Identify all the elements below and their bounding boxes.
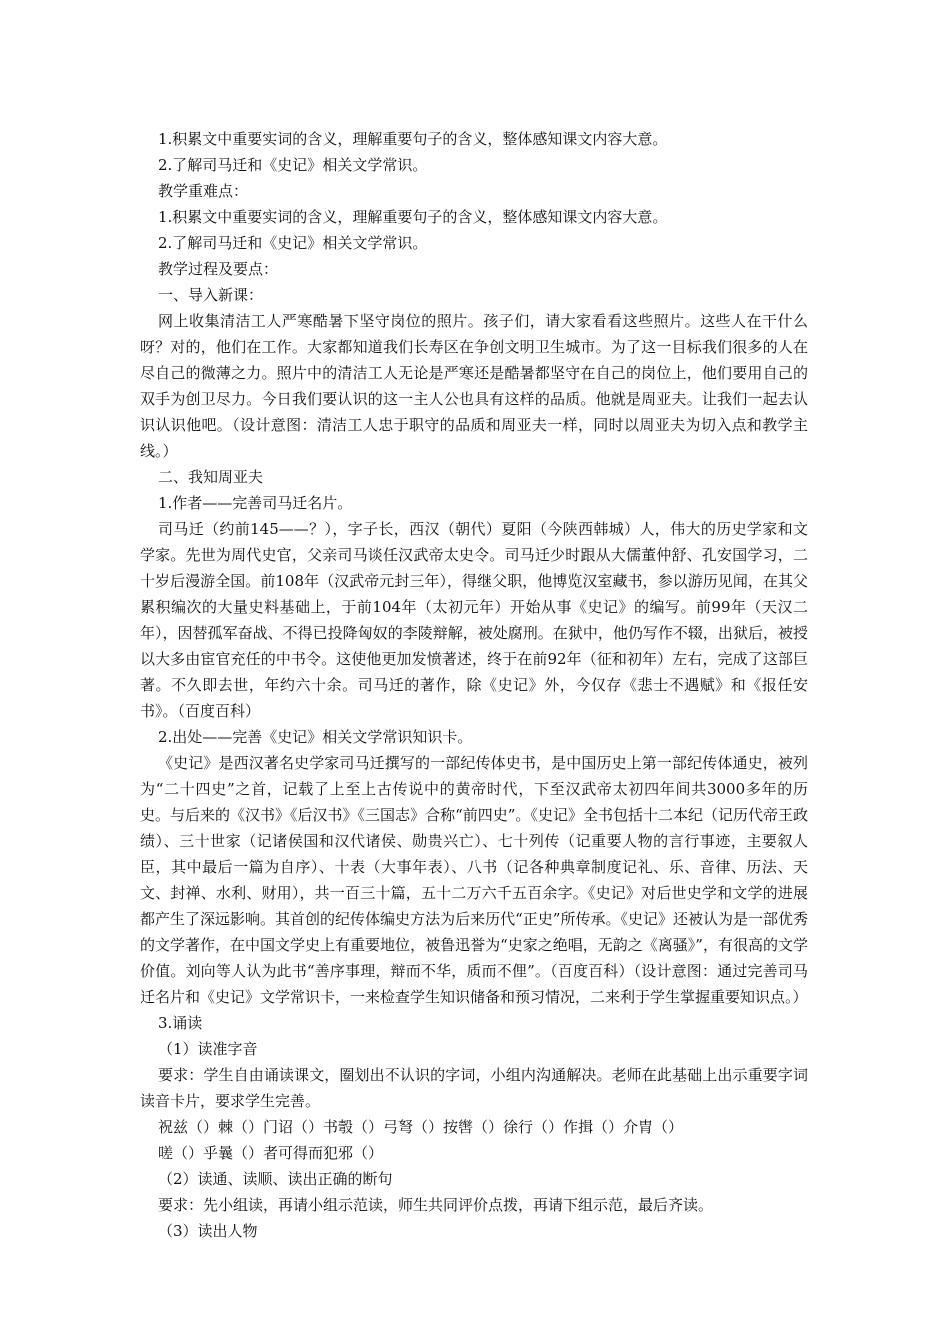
section-1-heading: 一、导入新课：: [158, 286, 264, 304]
shiji-paragraph: 《史记》是西汉著名史学家司马迁撰写的一部纪传体史书，是中国历史上第一部纪传体通史，被列为“二十四史”之首，记载了上至上古传说中的黄帝时代，下至汉武帝太初四年间共3000多年的历史。与后来的《汉书》《后汉书》《三国志》合称“前四史”。《史记》全书包括十二本纪（记历代帝王政绩）、三十世家（记诸侯国和汉代诸侯、勋贵兴亡）、七十列传（记重要人物的言行事迹，主要叙人臣，其中最后一篇为自序）、十表（大事年表）、八书（记各种典章制度记礼、乐、音律、历法、天文、封禅、水利、财用），共一百三十篇，五十二万六千五百余字。《史记》对后世史学和文学的进展都产生了深远影响。其首创的纪传体编史方法为后来历代“正史”所传承。《史记》还被认为是一部优秀的文学著作，在中国文学史上有重要地位，被鲁迅誉为“史家之绝唱，无韵之《离骚》”，有很高的文学价值。刘向等人认为此书“善序事理，辩而不华，质而不俚”。（百度百科）（设计意图：通过完善司马迁名片和《史记》文学常识卡，一来检查学生知识储备和预习情况，二来利于学生掌握重要知识点。）: [140, 754, 808, 1006]
key-point-2: 2.了解司马迁和《史记》相关文学常识。: [158, 234, 428, 252]
author-paragraph: 司马迁（约前145——？），字子长，西汉（朝代）夏阳（今陕西韩城）人，伟大的历史学家和文学家。先世为周代史官，父亲司马谈任汉武帝太史令。司马迁少时跟从大儒董仲舒、孔安国学习，二十岁后漫游全国。前108年（汉武帝元封三年），得继父职，他博览汉室藏书，参以游历见闻，在其父累积编次的大量史料基础上，于前104年（太初元年）开始从事《史记》的编写。前99年（天汉二年），因替孤军奋战、不得已投降匈奴的李陵辩解，被处腐刑。在狱中，他仍写作不辍，出狱后，被授以大多由宦官充任的中书令。这使他更加发愤著述，终于在前92年（征和初年）左右，完成了这部巨著。不久即去世，年约六十余。司马迁的著作，除《史记》外，今仅存《悲士不遇赋》和《报任安书》。（百度百科）: [140, 520, 808, 720]
pronunciation-list-1: 祝兹（）棘（）门诏（）书彀（）弓弩（）按辔（）徐行（）作揖（）介胄（）: [158, 1118, 684, 1136]
recitation-heading: 3.诵读: [158, 1014, 203, 1032]
process-heading: 教学过程及要点：: [158, 260, 279, 278]
recitation-requirement-1: 要求：学生自由诵读课文，圈划出不认识的字词，小组内沟通解决。老师在此基础上出示重要字词读音卡片，要求学生完善。: [140, 1066, 808, 1110]
recitation-step-1: （1）读准字音: [158, 1040, 258, 1058]
intro-paragraph: 网上收集清洁工人严寒酷暑下坚守岗位的照片。孩子们，请大家看看这些照片。这些人在干什么呀？对的，他们在工作。大家都知道我们长寿区在争创文明卫生城市。为了这一目标我们很多的人在尽自己的微薄之力。照片中的清洁工人无论是严寒还是酷暑都坚守在自己的岗位上，他们要用自己的双手为创卫尽力。今日我们要认识的这一主人公也具有这样的品质。他就是周亚夫。让我们一起去认识认识他吧。（设计意图：清洁工人忠于职守的品质和周亚夫一样，同时以周亚夫为切入点和教学主线。）: [140, 312, 808, 460]
recitation-step-3: （3）读出人物: [158, 1222, 258, 1240]
pronunciation-list-2: 嗟（）乎曩（）者可得而犯邪（）: [158, 1144, 384, 1162]
document-page: [140, 126, 808, 1244]
key-points-heading: 教学重难点：: [158, 182, 249, 200]
recitation-step-2: （2）读通、读顺、读出正确的断句: [158, 1170, 393, 1188]
objective-1: 1.积累文中重要实词的含义，理解重要句子的含义，整体感知课文内容大意。: [158, 130, 668, 148]
section-2-heading: 二、我知周亚夫: [158, 468, 264, 486]
source-heading: 2.出处——完善《史记》相关文学常识知识卡。: [158, 728, 473, 746]
recitation-requirement-2: 要求：先小组读，再请小组示范读，师生共同评价点拨，再请下组示范，最后齐读。: [158, 1196, 714, 1214]
key-point-1: 1.积累文中重要实词的含义，理解重要句子的含义，整体感知课文内容大意。: [158, 208, 668, 226]
author-heading: 1.作者——完善司马迁名片。: [158, 494, 353, 512]
objective-2: 2.了解司马迁和《史记》相关文学常识。: [158, 156, 428, 174]
